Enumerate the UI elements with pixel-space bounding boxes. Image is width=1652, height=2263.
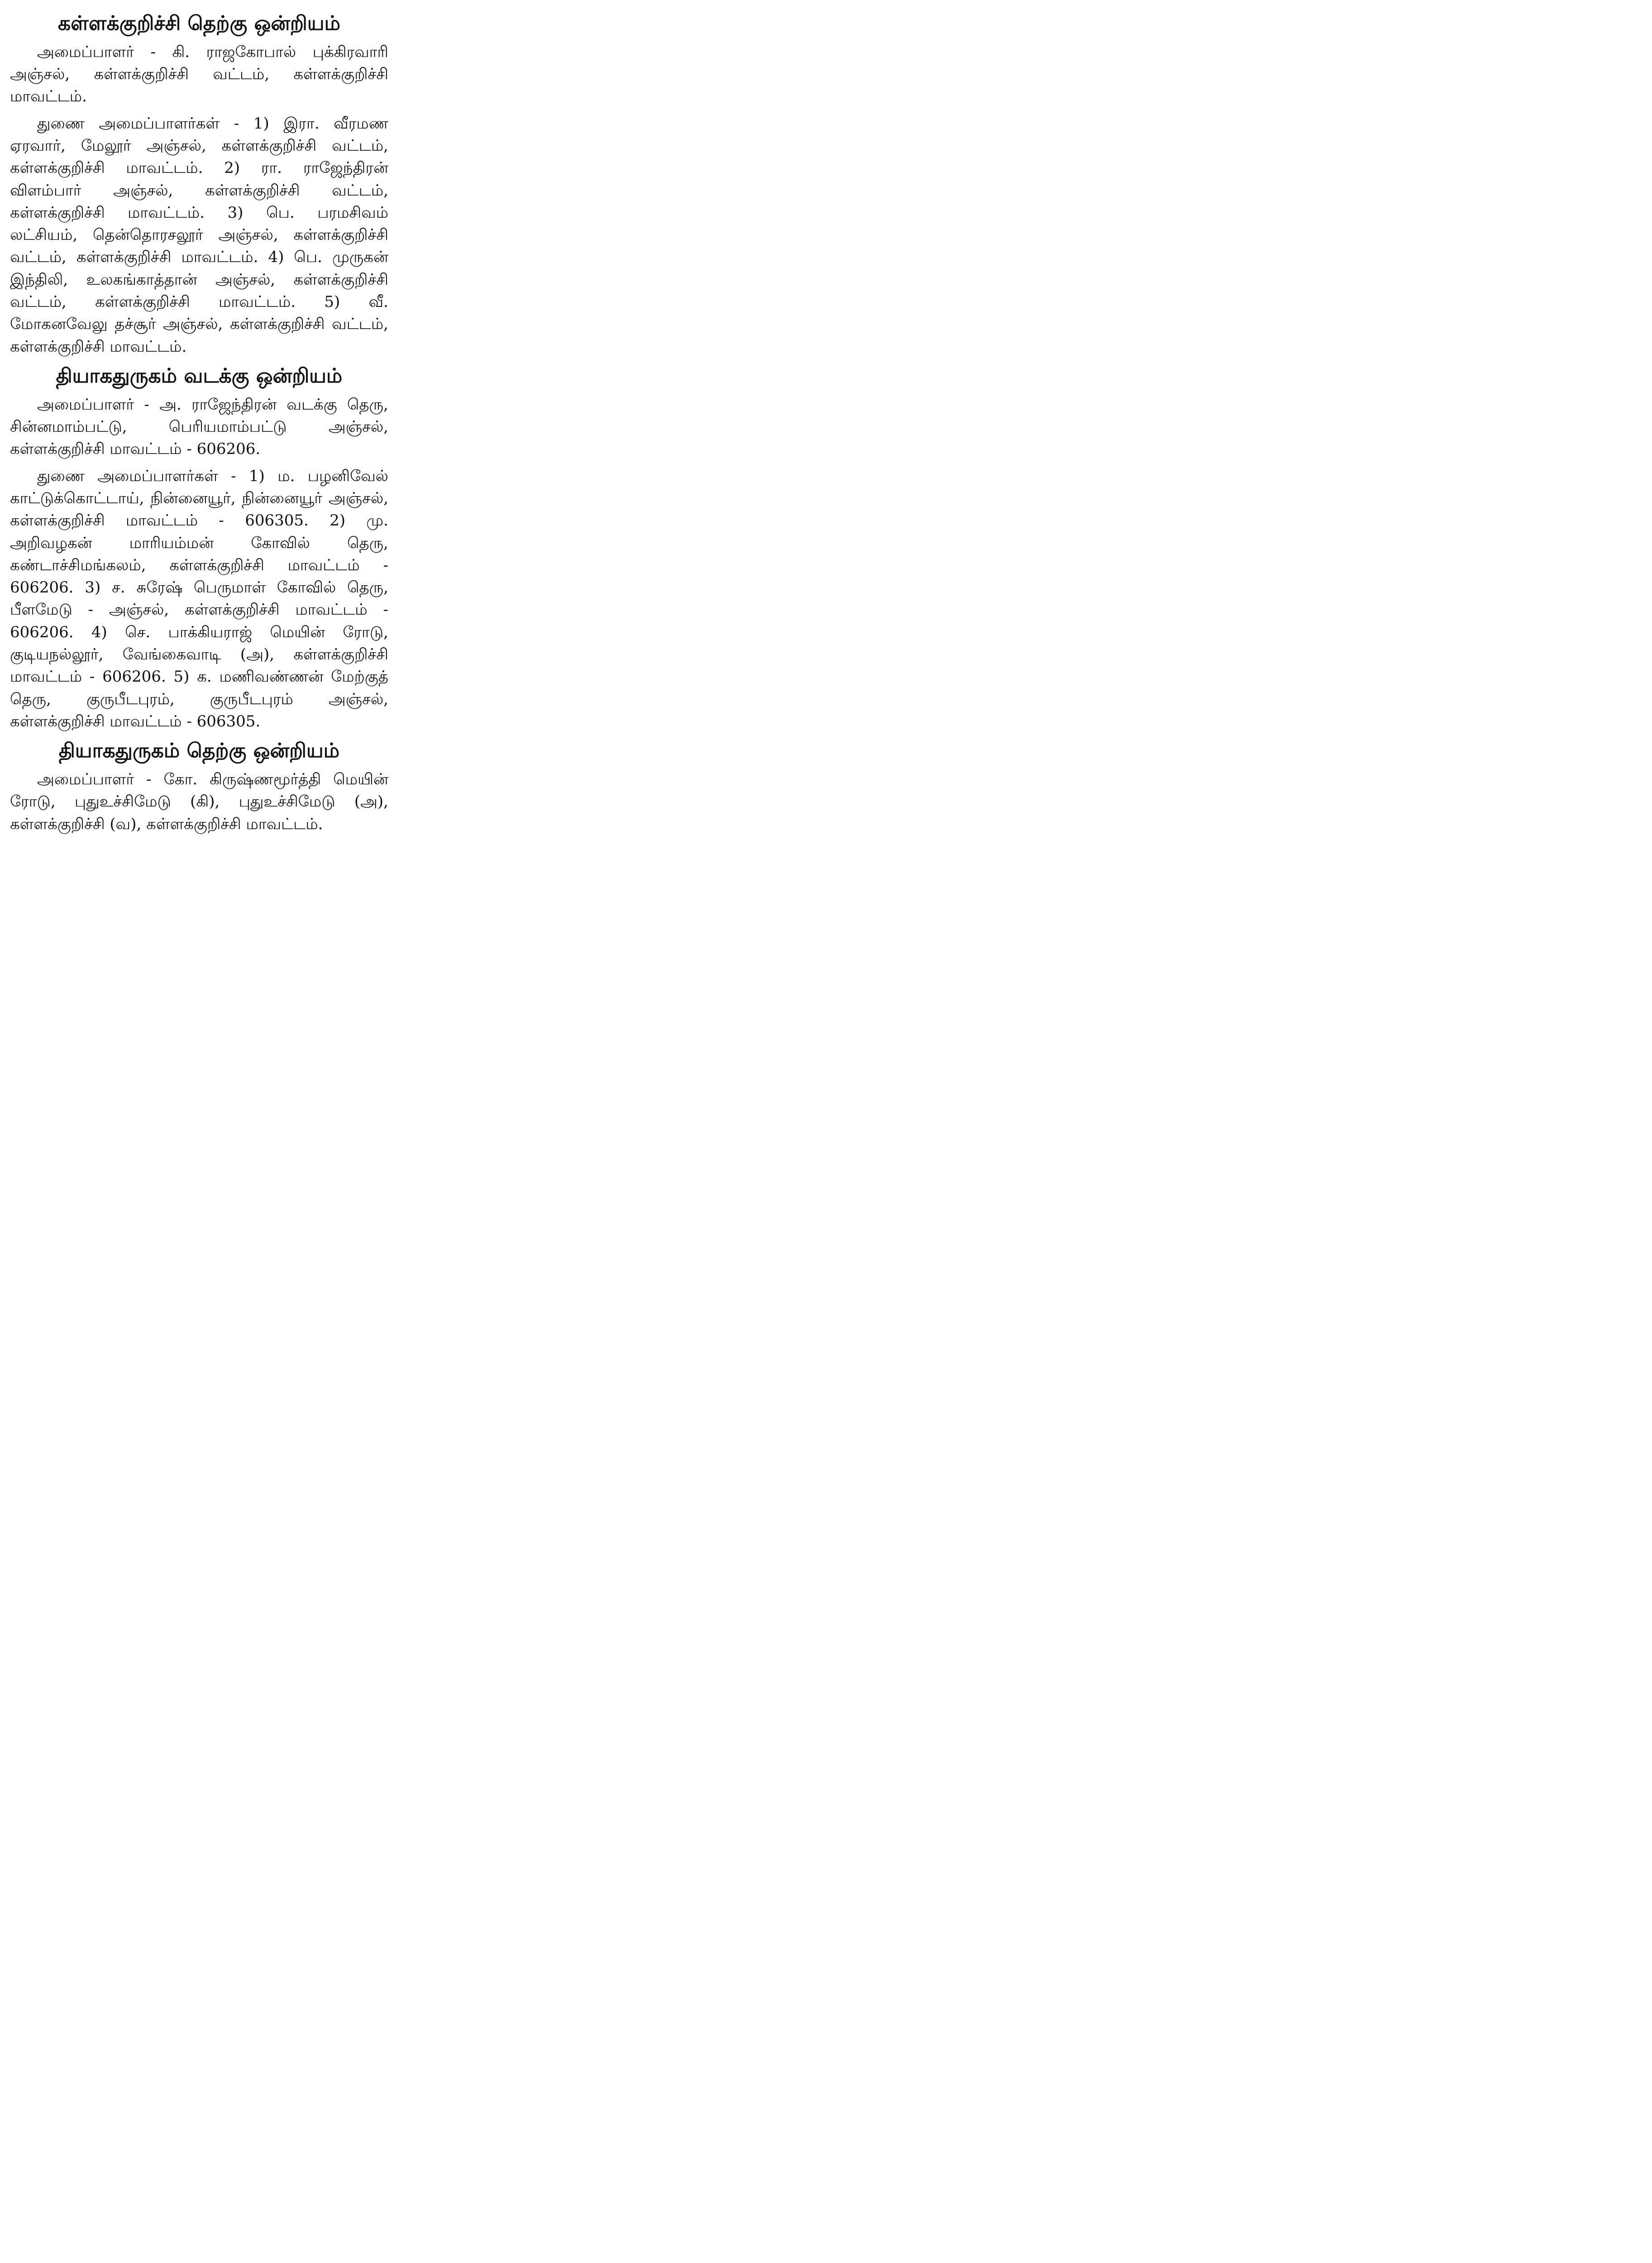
column-1	[0, 5, 398, 840]
entry	[10, 739, 388, 835]
organizer-text: அமைப்பாளர் - கோ. கிருஷ்ணமூர்த்தி மெயின் ரோடு, புதுஉச்சிமேடு (கி), புதுஉச்சிமேடு (அ), கள்ளக்குறிச்சி (வ), கள்ளக்குறிச்சி மாவட்டம்.	[10, 770, 388, 833]
deputies-text: துணை அமைப்பாளர்கள் - 1) ம. பழனிவேல் காட்டுக்கொட்டாய், நின்னையூர், நின்னையூர் அஞ்சல், கள்ளக்குறிச்சி மாவட்டம் - 606305. 2) மு. அறிவழகன் மாரியம்மன் கோவில் தெரு, கண்டாச்சிமங்கலம், கள்ளக்குறிச்சி மாவட்டம் - 606206. 3) ச. சுரேஷ் பெருமாள் கோவில் தெரு, பீளமேடு - அஞ்சல், கள்ளக்குறிச்சி மாவட்டம் - 606206. 4) செ. பாக்கியராஜ் மெயின் ரோடு, குடியநல்லூர், வேங்கைவாடி (அ), கள்ளக்குறிச்சி மாவட்டம் - 606206. 5) க. மணிவண்ணன் மேற்குத் தெரு, குருபீடபுரம், குருபீடபுரம் அஞ்சல், கள்ளக்குறிச்சி மாவட்டம் - 606305.	[10, 467, 388, 730]
columns	[0, 5, 1652, 840]
section-heading: தியாகதுருகம் தெற்கு ஒன்றியம்	[58, 739, 340, 763]
deputies-text: துணை அமைப்பாளர்கள் - 1) இரா. வீரமண ஏரவார், மேலூர் அஞ்சல், கள்ளக்குறிச்சி வட்டம், கள்ளக்குறிச்சி மாவட்டம். 2) ரா. ராஜேந்திரன் விளம்பார் அஞ்சல், கள்ளக்குறிச்சி வட்டம், கள்ளக்குறிச்சி மாவட்டம். 3) பெ. பரமசிவம் லட்சியம், தென்தொரசலூர் அஞ்சல், கள்ளக்குறிச்சி வட்டம், கள்ளக்குறிச்சி மாவட்டம். 4) பெ. முருகன் இந்திலி, உலகங்காத்தான் அஞ்சல், கள்ளக்குறிச்சி வட்டம், கள்ளக்குறிச்சி மாவட்டம். 5) வீ. மோகனவேலு தச்சூர் அஞ்சல், கள்ளக்குறிச்சி வட்டம், கள்ளக்குறிச்சி மாவட்டம்.	[10, 114, 388, 356]
section-heading: தியாகதுருகம் வடக்கு ஒன்றியம்	[56, 364, 343, 387]
entry	[10, 364, 388, 733]
entry	[10, 12, 388, 358]
organizer-text: அமைப்பாளர் - கி. ராஜகோபால் புக்கிரவாரி அஞ்சல், கள்ளக்குறிச்சி வட்டம், கள்ளக்குறிச்சி மாவட்டம்.	[10, 43, 388, 106]
organizer-text: அமைப்பாளர் - அ. ராஜேந்திரன் வடக்கு தெரு, சின்னமாம்பட்டு, பெரியமாம்பட்டு அஞ்சல், கள்ளக்குறிச்சி மாவட்டம் - 606206.	[10, 395, 388, 458]
section-heading: கள்ளக்குறிச்சி தெற்கு ஒன்றியம்	[57, 12, 341, 35]
